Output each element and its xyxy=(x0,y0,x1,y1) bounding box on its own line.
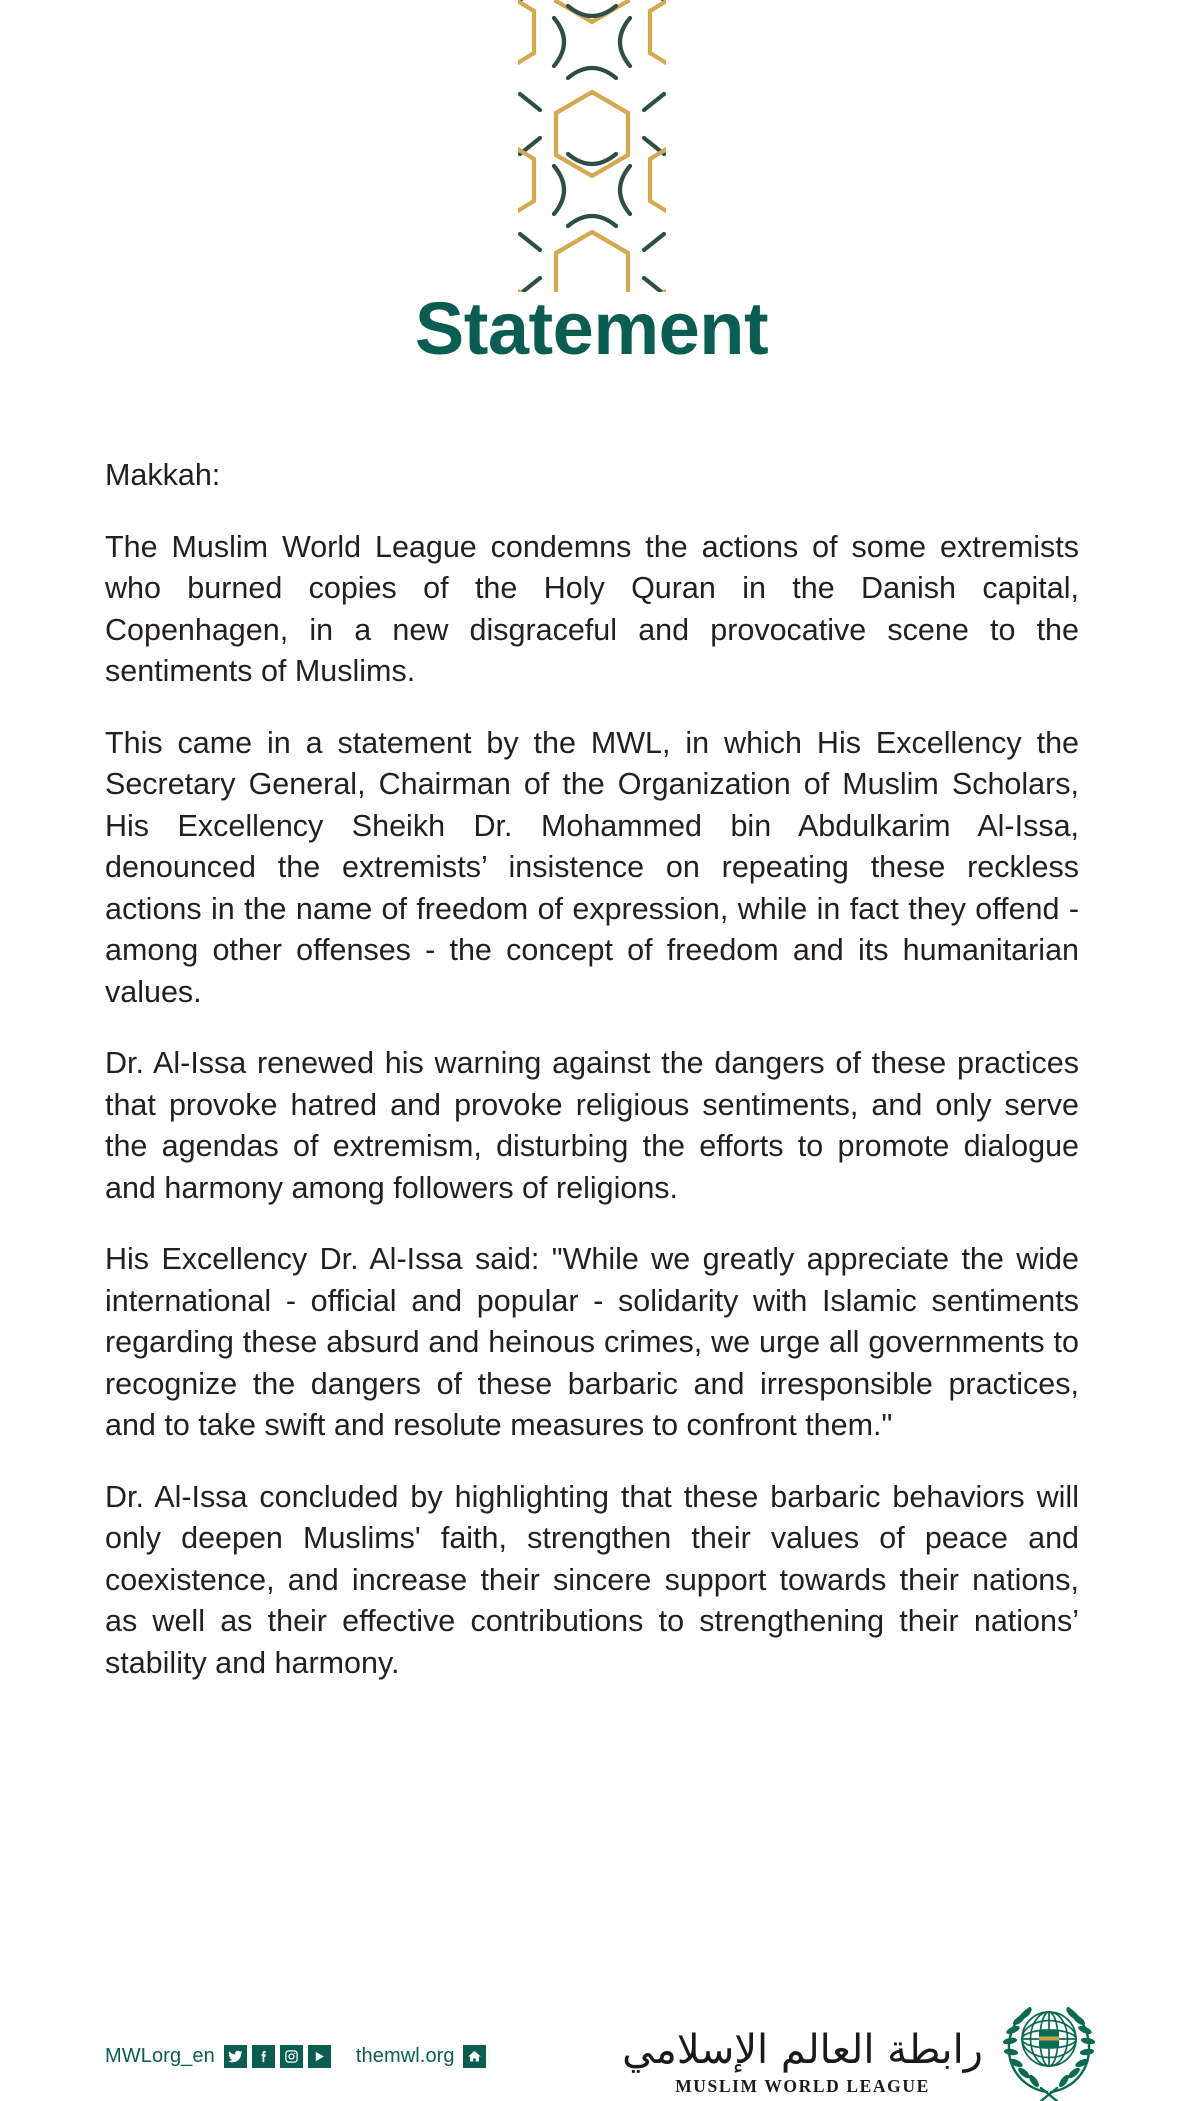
website-url: themwl.org xyxy=(355,2045,455,2067)
globe-wreath-kaaba-emblem xyxy=(997,1989,1101,2101)
paragraph-2: This came in a statement by the MWL, in which His Excellency the Secretary General, Chairman of the Organization of Muslim Scholars, His Excellency Sheikh Dr. Mohammed bin Abdulkarim Al-Issa, denounced the extremists’ insistence on repeating these reckless actions in the name of freedom of expression, while in fact they offend - among other offenses - the concept of freedom and its humanitarian values. xyxy=(105,725,1079,1009)
twitter-icon[interactable] xyxy=(224,2045,247,2068)
logo-english-name: MUSLIM WORLD LEAGUE xyxy=(675,2076,930,2096)
paragraph-5: Dr. Al-Issa concluded by highlighting that these barbaric behaviors will only deepen Muslims' faith, strengthen their values of peace and coexistence, and increase their sincere support towards their nations, as well as their effective contributions to strengthening their nations’ stability and harmony. xyxy=(105,1479,1079,1680)
dateline: Makkah: xyxy=(105,458,221,492)
social-links xyxy=(105,2045,486,2068)
youtube-icon[interactable] xyxy=(308,2045,331,2068)
logo-wordmark xyxy=(622,2027,983,2101)
page-footer xyxy=(0,1971,1183,2101)
paragraph-1: The Muslim World League condemns the actions of some extremists who burned copies of the Holy Quran in the Danish capital, Copenhagen, in a new disgraceful and provocative scene to the sentiments of Muslims. xyxy=(105,529,1079,688)
social-handle: MWLorg_en xyxy=(105,2045,215,2067)
instagram-icon[interactable] xyxy=(280,2045,303,2068)
paragraph-3: Dr. Al-Issa renewed his warning against the dangers of these practices that provoke hatred and provoke religious sentiments, and only serve the agendas of extremism, disturbing the efforts to promote dialogue and harmony among followers of religions. xyxy=(105,1046,1079,1205)
page-title: Statement xyxy=(414,287,769,370)
logo-arabic-name: رابطة العالم الإسلامي xyxy=(622,2026,983,2073)
muslim-world-league-logo xyxy=(622,1973,1101,2101)
islamic-pattern-ornament xyxy=(518,0,666,292)
facebook-icon[interactable] xyxy=(252,2045,275,2068)
statement-body xyxy=(105,455,1079,1684)
home-icon[interactable] xyxy=(463,2045,486,2068)
paragraph-4: His Excellency Dr. Al-Issa said: "While we greatly appreciate the wide international - official and popular - solidarity with Islamic sentiments regarding these absurd and heinous crimes, we urge all governments to recognize the dangers of these barbaric and irresponsible practices, and to take swift and resolute measures to confront them." xyxy=(105,1242,1079,1442)
